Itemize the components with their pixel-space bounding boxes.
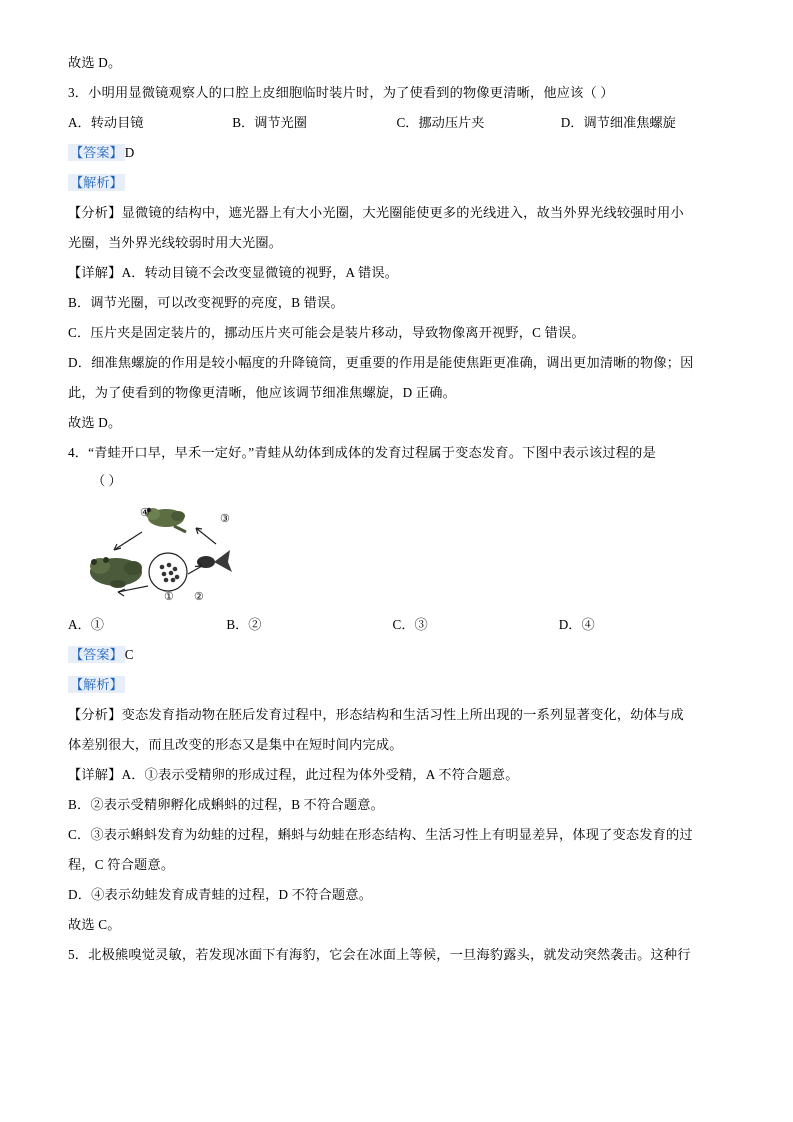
question-5-stem: 5．北极熊嗅觉灵敏，若发现冰面下有海豹，它会在冰面上等候，一旦海豹露头，就发动突然袭击。这种行 — [68, 947, 691, 962]
frog-life-cycle-diagram — [78, 500, 298, 610]
question-4-xiangjie-line-a — [68, 760, 725, 790]
fenxi-text: 变态发育指动物在胚后发育过程中，形态结构和生活习性上所出现的一系列显著变化，幼体与成 — [121, 707, 684, 722]
adult-frog-icon — [90, 557, 142, 588]
fenxi-label: 【分析】 — [68, 707, 122, 722]
xiangjie-label: 【详解】 — [68, 767, 122, 782]
tadpole-icon — [197, 550, 232, 572]
young-frog-icon — [146, 508, 186, 532]
question-3-answer-line — [68, 138, 725, 168]
answer-tag: 【答案】 — [70, 145, 123, 160]
question-3-explain-b: B．调节光圈，可以改变视野的亮度，B 错误。 — [68, 295, 344, 310]
analysis-tag: 【解析】 — [70, 175, 123, 190]
option-c: C．挪动压片夹 — [396, 115, 485, 130]
question-4-options — [68, 610, 725, 640]
figure-label-3: ③ — [220, 513, 230, 525]
question-4-explain-d: D．④表示幼蛙发育成青蛙的过程，D 不符合题意。 — [68, 887, 373, 902]
question-4-analysis-line — [68, 670, 725, 700]
question-3-options — [68, 108, 725, 138]
previous-answer-line: 故选 D。 — [68, 55, 122, 70]
egg-cluster-icon — [149, 553, 187, 591]
question-4-answer-line — [68, 640, 725, 670]
figure-label-2: ② — [194, 591, 204, 603]
question-4-explain-c-1: C．③表示蝌蚪发育为幼蛙的过程，蝌蚪与幼蛙在形态结构、生活习性上有明显差异，体现了变态发育的过 — [68, 827, 693, 842]
option-c: C．③ — [392, 617, 428, 632]
fenxi-text: 显微镜的结构中，遮光器上有大小光圈，大光圈能使更多的光线进入，故当外界光线较强时用小 — [121, 205, 684, 220]
question-4-fenxi-line-1 — [68, 700, 725, 730]
option-a: A．转动目镜 — [68, 115, 144, 130]
answer-tag: 【答案】 — [70, 647, 123, 662]
question-3-fenxi-line-1 — [68, 198, 725, 228]
question-3-explain-d-2: 此，为了使看到的物像更清晰，他应该调节细准焦螺旋，D 正确。 — [68, 385, 457, 400]
question-4-fenxi-line-2: 体差别很大，而且改变的形态又是集中在短时间内完成。 — [68, 737, 403, 752]
answer-value: C — [124, 647, 134, 662]
option-b: B．② — [226, 617, 262, 632]
question-4-conclusion: 故选 C。 — [68, 917, 121, 932]
question-3-xiangjie-line-a — [68, 258, 725, 288]
question-3-conclusion: 故选 D。 — [68, 415, 122, 430]
xiangjie-label: 【详解】 — [68, 265, 122, 280]
fenxi-label: 【分析】 — [68, 205, 122, 220]
figure-label-4: ④ — [140, 507, 150, 519]
analysis-tag: 【解析】 — [70, 677, 123, 692]
question-4-explain-b: B．②表示受精卵孵化成蝌蚪的过程，B 不符合题意。 — [68, 797, 385, 812]
figure-label-1: ① — [164, 591, 174, 603]
question-3-explain-d-1: D．细准焦螺旋的作用是较小幅度的升降镜筒，更重要的作用是能使焦距更准确，调出更加清晰的物像；因 — [68, 355, 694, 370]
frog-life-cycle-figure — [68, 500, 725, 608]
question-4-explain-c-2: 程，C 符合题意。 — [68, 857, 175, 872]
question-3-stem: 3．小明用显微镜观察人的口腔上皮细胞临时装片时，为了使看到的物像更清晰，他应该（ ） — [68, 85, 614, 100]
question-3-fenxi-line-2: 光圈，当外界光线较弱时用大光圈。 — [68, 235, 283, 250]
xiangjie-text-a: A．①表示受精卵的形成过程，此过程为体外受精，A 不符合题意。 — [121, 767, 519, 782]
option-d: D．调节细准焦螺旋 — [560, 115, 676, 130]
question-4-stem-line-1: 4．“青蛙开口早，早禾一定好。”青蛙从幼体到成体的发育过程属于变态发育。下图中表示该过程的是 — [68, 445, 656, 460]
option-d: D．④ — [558, 617, 595, 632]
xiangjie-text-a: A．转动目镜不会改变显微镜的视野，A 错误。 — [121, 265, 399, 280]
answer-value: D — [124, 145, 135, 160]
question-3-explain-c: C．压片夹是固定装片的，挪动压片夹可能会是装片移动，导致物像离开视野，C 错误。 — [68, 325, 585, 340]
option-b: B．调节光圈 — [232, 115, 307, 130]
question-3-analysis-line — [68, 168, 725, 198]
question-4-stem-line-2: （ ） — [92, 473, 122, 488]
option-a: A．① — [68, 617, 104, 632]
